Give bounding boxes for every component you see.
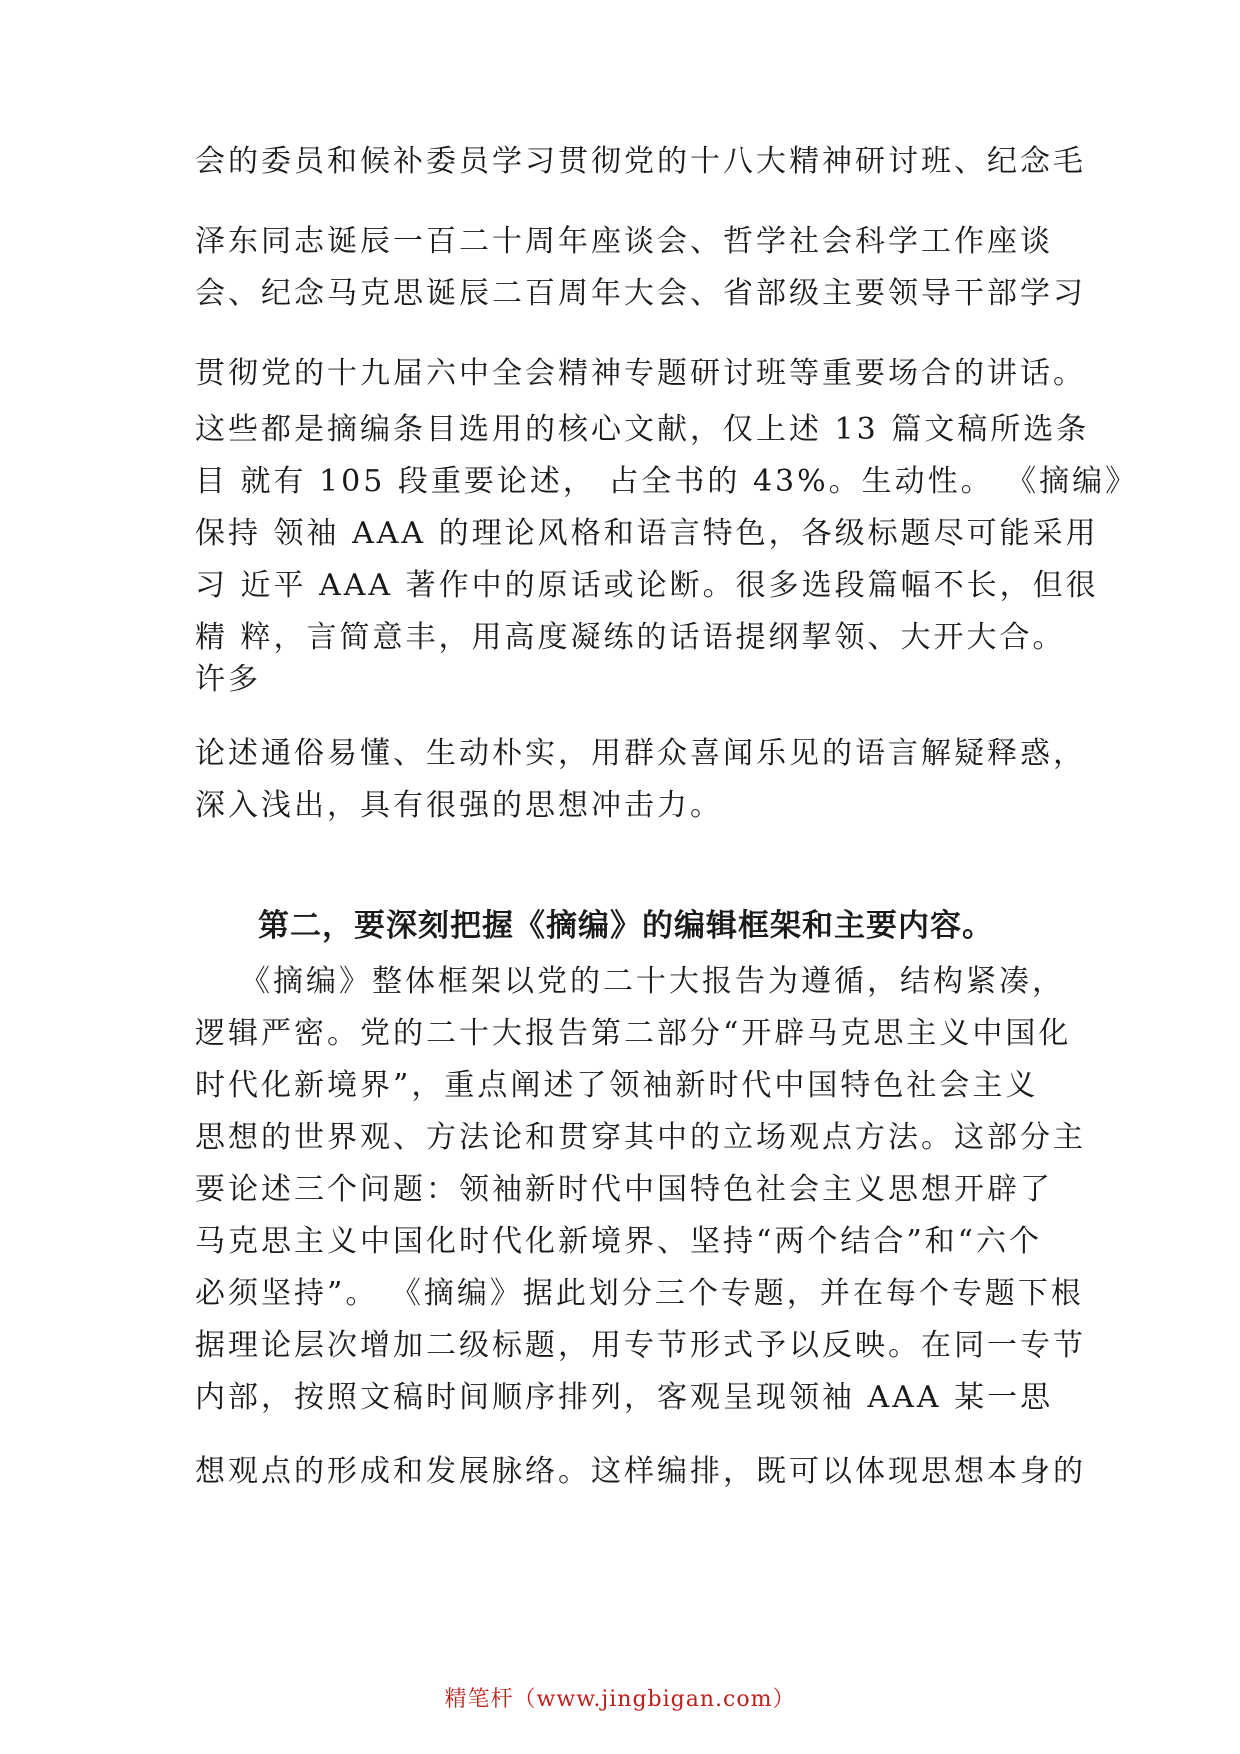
paragraph-line: 贯彻党的十九届六中全会精神专题研讨班等重要场合的讲话。 — [195, 356, 1086, 391]
footer-watermark: 精笔杆（www.jingbigan.com） — [444, 1687, 796, 1712]
paragraph-line: 论述通俗易懂、生动朴实，用群众喜闻乐见的语言解疑释惑， — [195, 736, 1086, 771]
paragraph-line: 据理论层次增加二级标题，用专节形式予以反映。在同一专节 — [195, 1328, 1086, 1363]
paragraph-line: 这些都是摘编条目选用的核心文献，仅上述 13 篇文稿所选条 — [195, 412, 1090, 447]
paragraph-line: 《摘编》整体框架以党的二十大报告为遵循，结构紧凑， — [240, 964, 1065, 999]
paragraph-line: 要论述三个问题：领袖新时代中国特色社会主义思想开辟了 — [195, 1172, 1053, 1207]
paragraph-line: 保持 领袖 AAA 的理论风格和语言特色，各级标题尽可能采用 — [195, 516, 1099, 551]
paragraph-line: 精 粹，言简意丰，用高度凝练的话语提纲挈领、大开大合。 — [195, 620, 1066, 655]
paragraph-line: 想观点的形成和发展脉络。这样编排，既可以体现思想本身的 — [195, 1454, 1086, 1489]
paragraph-line: 目 就有 105 段重要论述， 占全书的 43%。生动性。 《摘编》 — [195, 464, 1139, 499]
paragraph-line: 许多 — [195, 662, 261, 697]
paragraph-line: 习 近平 AAA 著作中的原话或论断。很多选段篇幅不长，但很 — [195, 568, 1099, 603]
paragraph-line: 马克思主义中国化时代化新境界、坚持“两个结合”和“六个 — [195, 1224, 1043, 1259]
paragraph-line: 时代化新境界”，重点阐述了领袖新时代中国特色社会主义 — [195, 1068, 1039, 1103]
paragraph-line: 必须坚持”。 《摘编》据此划分三个专题，并在每个专题下根 — [195, 1276, 1084, 1311]
paragraph-line: 泽东同志诞辰一百二十周年座谈会、哲学社会科学工作座谈 — [195, 224, 1053, 259]
paragraph-line: 逻辑严密。党的二十大报告第二部分“开辟马克思主义中国化 — [195, 1016, 1072, 1051]
paragraph-line: 内部，按照文稿时间顺序排列，客观呈现领袖 AAA 某一思 — [195, 1380, 1054, 1415]
paragraph-line: 深入浅出，具有很强的思想冲击力。 — [195, 788, 723, 823]
section-heading: 第二，要深刻把握《摘编》的编辑框架和主要内容。 — [258, 908, 994, 944]
paragraph-line: 会的委员和候补委员学习贯彻党的十八大精神研讨班、纪念毛 — [195, 144, 1086, 179]
paragraph-line: 思想的世界观、方法论和贯穿其中的立场观点方法。这部分主 — [195, 1120, 1086, 1155]
paragraph-line: 会、纪念马克思诞辰二百周年大会、省部级主要领导干部学习 — [195, 276, 1086, 311]
